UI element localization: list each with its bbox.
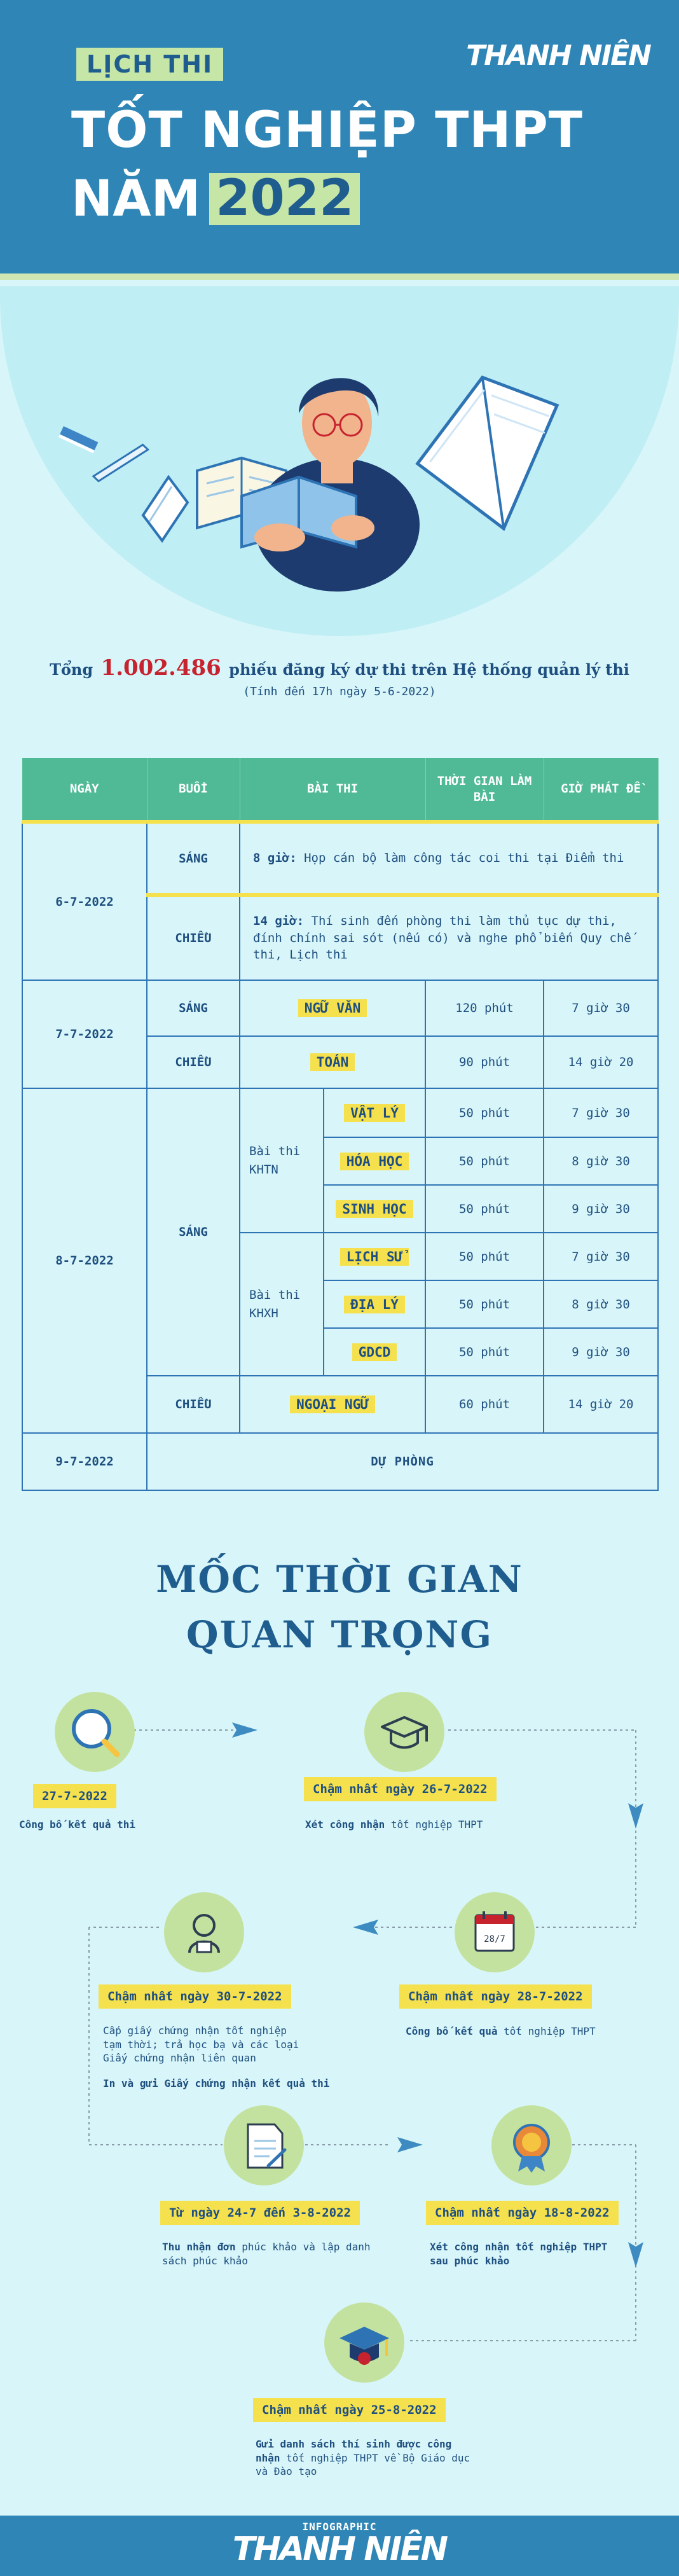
magnifier-icon	[55, 1692, 135, 1772]
subject-cell	[324, 1280, 425, 1328]
duration-cell: 60 phút	[425, 1376, 544, 1433]
total-prefix: Tổng	[50, 660, 93, 679]
duration-cell: 50 phút	[425, 1185, 544, 1233]
total-registrations	[0, 655, 679, 681]
session-cell: CHIỀU	[147, 1376, 240, 1433]
mortarboard-icon	[324, 2302, 404, 2383]
activity-time: 8 giờ:	[253, 851, 297, 866]
col-header-date: NGÀY	[22, 758, 147, 822]
time-cell: 7 giờ 30	[544, 1233, 658, 1280]
col-header-release-time: GIỜ PHÁT ĐỀ	[544, 758, 658, 822]
milestones-title-line-1: MỐC THỜI GIAN	[156, 1558, 523, 1601]
header-banner	[0, 0, 679, 280]
subject-label: ĐỊA LÝ	[344, 1296, 405, 1313]
subject-cell	[324, 1137, 425, 1185]
session-cell: SÁNG	[147, 980, 240, 1036]
activity-text: Thí sinh đến phòng thi làm thủ tục dự thi, đính chính sai sót (nếu có) và nghe phổ biến Quy chế thi, Lịch thi	[253, 914, 631, 962]
duration-cell: 50 phút	[425, 1328, 544, 1376]
milestone-desc-bold: Gửi danh sách thí sinh được công nhận	[256, 2438, 452, 2464]
time-cell: 7 giờ 30	[544, 980, 658, 1036]
milestone-badge: Chậm nhất ngày 18-8-2022	[426, 2201, 619, 2225]
col-header-exam: BÀI THI	[240, 758, 425, 822]
subject-cell	[240, 1036, 425, 1088]
session-cell: SÁNG	[147, 1088, 240, 1376]
duration-cell: 50 phút	[425, 1088, 544, 1137]
milestone-node	[55, 1692, 135, 1772]
milestone-node	[455, 1892, 535, 1972]
milestone-node	[364, 1692, 444, 1772]
duration-cell: 50 phút	[425, 1233, 544, 1280]
activity-text: Họp cán bộ làm công tác coi thi tại Điểm thi	[304, 851, 624, 866]
milestone-node	[224, 2105, 304, 2185]
session-cell: SÁNG	[147, 822, 240, 895]
subject-label: TOÁN	[310, 1053, 355, 1071]
group-cell: Bài thi KHXH	[240, 1233, 324, 1376]
footer-banner	[0, 2516, 679, 2576]
graduation-cap-icon	[364, 1692, 444, 1772]
milestone-desc-bold: Công bố kết quả	[406, 2025, 498, 2037]
student-reading-illustration	[0, 286, 679, 642]
milestone-desc-text: phúc khảo và lập danh sách phúc khảo	[162, 2241, 371, 2267]
milestone-desc-bold: Thu nhận đơn	[162, 2241, 236, 2253]
table-header-row	[22, 758, 658, 822]
group-cell: Bài thi KHTN	[240, 1088, 324, 1233]
subject-cell	[240, 1376, 425, 1433]
milestone-desc-2: In và gửi Giấy chứng nhận kết quả thi	[103, 2077, 330, 2089]
subject-cell	[240, 980, 425, 1036]
milestone-desc	[256, 2437, 472, 2479]
subject-label: SINH HỌC	[336, 1200, 413, 1218]
milestone-node	[324, 2302, 404, 2383]
col-header-session: BUỔI	[147, 758, 240, 822]
milestone-desc	[162, 2240, 372, 2268]
header-divider	[0, 274, 679, 280]
exam-schedule-table	[22, 758, 659, 1491]
subject-label: NGOẠI NGỮ	[290, 1395, 375, 1413]
subject-cell	[324, 1185, 425, 1233]
subject-label: VẬT LÝ	[344, 1104, 405, 1122]
footer-label: INFOGRAPHIC	[302, 2521, 377, 2533]
milestone-badge: Từ ngày 24-7 đến 3-8-2022	[160, 2201, 360, 2225]
time-cell: 9 giờ 30	[544, 1185, 658, 1233]
duration-cell: 90 phút	[425, 1036, 544, 1088]
milestone-badge: Chậm nhất ngày 28-7-2022	[399, 1984, 592, 2009]
subject-label: HÓA HỌC	[340, 1153, 409, 1170]
time-cell: 8 giờ 30	[544, 1137, 658, 1185]
milestone-badge: Chậm nhất ngày 30-7-2022	[99, 1984, 291, 2009]
date-cell: 9-7-2022	[22, 1433, 147, 1490]
milestone-desc-text: tốt nghiệp THPT	[504, 2025, 596, 2037]
activity-time: 14 giờ:	[253, 914, 305, 929]
time-cell: 9 giờ 30	[544, 1328, 658, 1376]
title-year: 2022	[209, 173, 360, 225]
session-cell: CHIỀU	[147, 895, 240, 980]
hero-illustration	[0, 286, 679, 642]
table-row	[22, 822, 658, 895]
calendar-date-text: 28/7	[484, 1934, 505, 1944]
milestone-desc	[406, 2025, 647, 2039]
calendar-icon	[455, 1892, 535, 1972]
total-note: (Tính đến 17h ngày 5-6-2022)	[243, 685, 436, 698]
time-cell: 14 giờ 20	[544, 1376, 658, 1433]
footer-brand: THANH NIÊN	[232, 2530, 447, 2568]
date-cell: 6-7-2022	[22, 822, 147, 980]
medal-icon	[491, 2105, 572, 2185]
title-line-1: TỐT NGHIỆP THPT	[71, 102, 583, 159]
milestone-badge: Chậm nhất ngày 26-7-2022	[304, 1777, 497, 1801]
time-cell: 8 giờ 30	[544, 1280, 658, 1328]
subject-cell	[324, 1233, 425, 1280]
date-cell: 7-7-2022	[22, 980, 147, 1088]
time-cell: 7 giờ 30	[544, 1088, 658, 1137]
time-cell: 14 giờ 20	[544, 1036, 658, 1088]
milestone-desc-bold: Xét công nhận	[305, 1818, 385, 1831]
title-year-prefix: NĂM	[71, 170, 201, 228]
subject-label: NGỮ VĂN	[298, 999, 367, 1017]
milestone-desc	[305, 1818, 509, 1832]
milestone-desc-text: tốt nghiệp THPT	[390, 1818, 483, 1831]
milestone-node	[491, 2105, 572, 2185]
total-suffix: phiếu đăng ký dự thi trên Hệ thống quản lý thi	[229, 660, 629, 679]
col-header-duration: THỜI GIAN LÀM BÀI	[425, 758, 544, 822]
brand-logo: THANH NIÊN	[466, 39, 650, 72]
milestone-desc-text: tốt nghiệp THPT về Bộ Giáo dục và Đào tạo	[256, 2451, 470, 2478]
duration-cell: 120 phút	[425, 980, 544, 1036]
subject-cell	[324, 1088, 425, 1137]
graduate-icon	[164, 1892, 244, 1972]
date-cell: 8-7-2022	[22, 1088, 147, 1433]
header-tag: LỊCH THI	[76, 48, 223, 81]
milestones-title-line-2: QUAN TRỌNG	[186, 1613, 493, 1656]
title-line-2	[71, 170, 360, 228]
milestone-node	[164, 1892, 244, 1972]
milestones-title	[0, 1552, 679, 1663]
milestone-desc: Cấp giấy chứng nhận tốt nghiệp tạm thời; trả học bạ và các loại Giấy chứng nhận liên quan	[103, 2025, 299, 2065]
subject-label: LỊCH SỬ	[340, 1248, 409, 1266]
session-cell: CHIỀU	[147, 1036, 240, 1088]
duration-cell: 50 phút	[425, 1280, 544, 1328]
activity-cell	[240, 895, 658, 980]
total-count: 1.002.486	[100, 655, 221, 681]
document-icon	[224, 2105, 304, 2185]
subject-cell	[324, 1328, 425, 1376]
milestone-badge: 27-7-2022	[33, 1784, 116, 1808]
table-row	[22, 1088, 658, 1137]
activity-cell	[240, 822, 658, 895]
table-row	[22, 980, 658, 1036]
subject-label: GDCD	[352, 1343, 397, 1361]
milestone-desc: Công bố kết quả thi	[19, 1818, 136, 1831]
table-row	[22, 1433, 658, 1490]
reserve-cell: DỰ PHÒNG	[147, 1433, 658, 1490]
milestone-desc: Xét công nhận tốt nghiệp THPT sau phúc khảo	[430, 2241, 608, 2267]
milestone-badge: Chậm nhất ngày 25-8-2022	[253, 2398, 446, 2422]
duration-cell: 50 phút	[425, 1137, 544, 1185]
